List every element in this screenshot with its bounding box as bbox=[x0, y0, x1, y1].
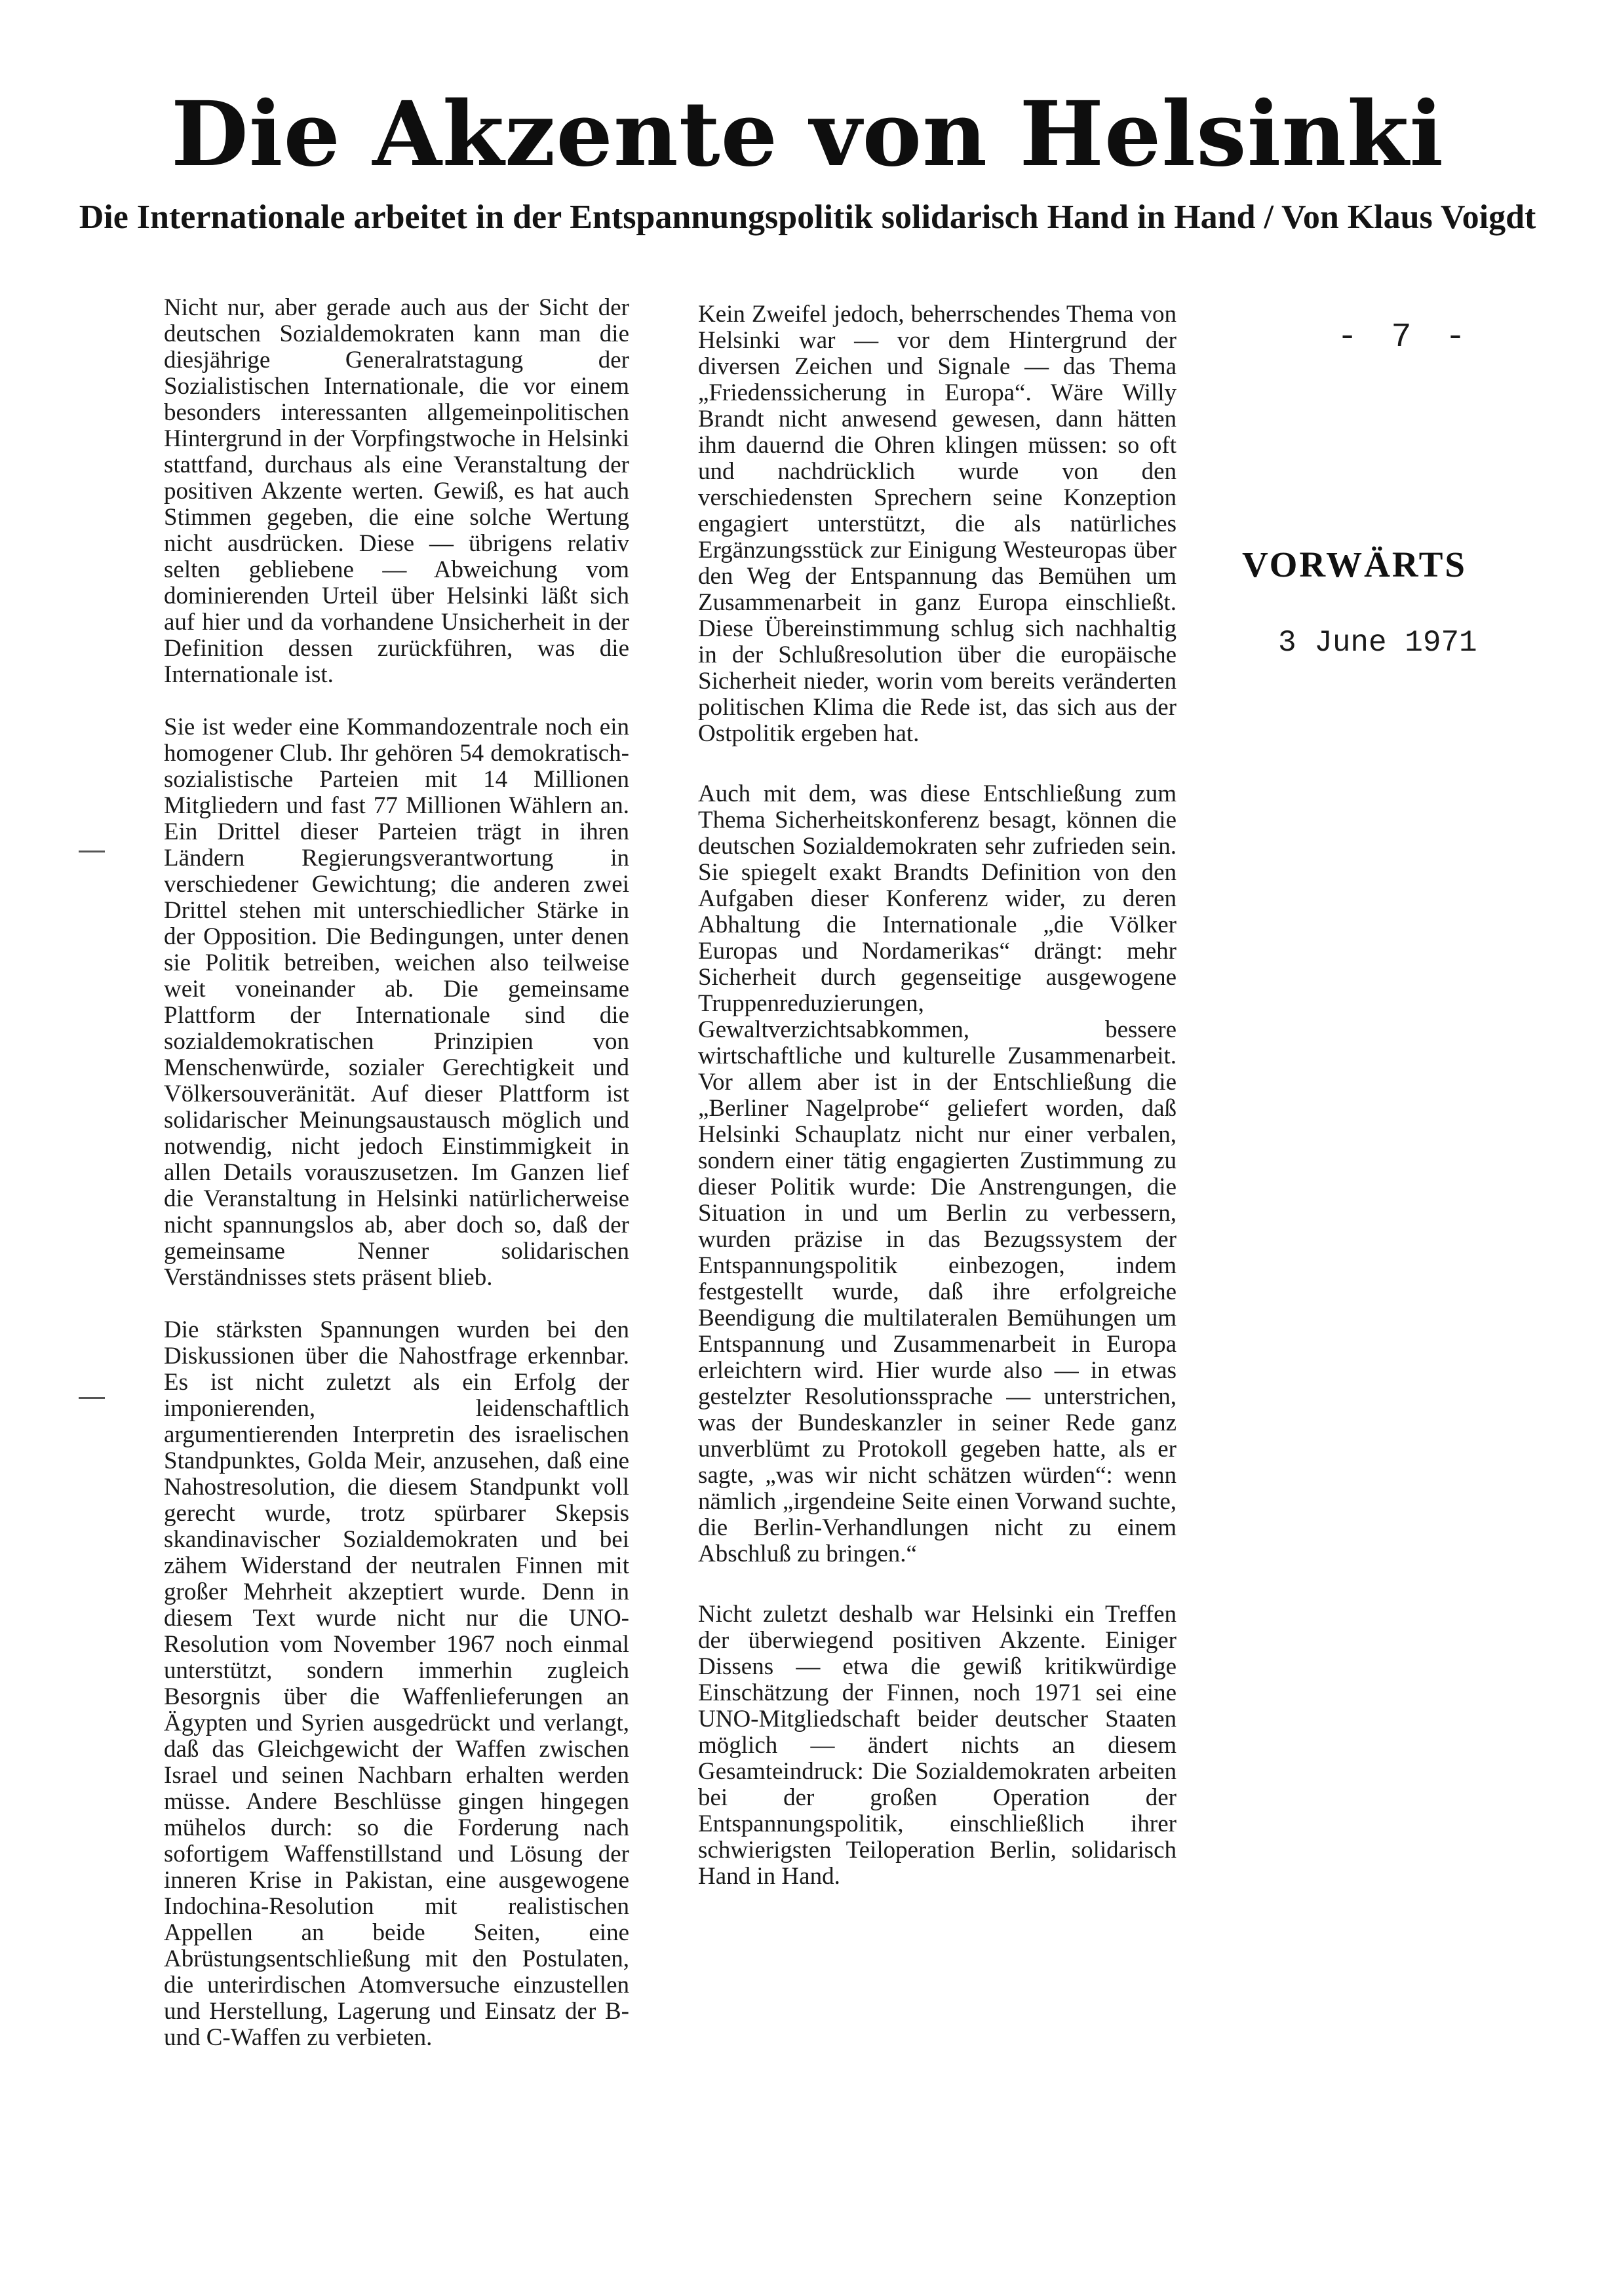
article-column-left bbox=[164, 295, 629, 2077]
article-paragraph: Auch mit dem, was diese Entschließung zum Thema Sicherheitskonferenz besagt, können die deutschen Sozialdemokraten sehr zufrieden sein. Sie spiegelt exakt Brandts Definition von den Aufgaben dieser Konferenz wider, zu deren Abhaltung die Internationale „die Völker Europas und Nordamerikas“ drängt: mehr Sicherheit durch gegenseitige ausgewogene Truppenreduzierungen, Gewaltverzichtsabkommen, bessere wirtschaftliche und kulturelle Zusammenarbeit. Vor allem aber ist in der Entschließung die „Berliner Nagelprobe“ geliefert worden, daß Helsinki Schauplatz nicht nur einer verbalen, sondern einer tätig engagierten Zustimmung zu dieser Politik wurde: Die Anstrengungen, die Situation in und um Berlin zu verbessern, wurden präzise in das Bezugssystem der Entspannungspolitik einbezogen, indem festgestellt wurde, daß ihre erfolgreiche Beendigung die multilateralen Bemühungen um Entspannung und Zusammenarbeit in Europa erleichtern wird. Hier wurde also — in etwas gestelzter Resolutionssprache — unterstrichen, was der Bundeskanzler in seiner Rede ganz unverblümt zu Protokoll gegeben hatte, als er sagte, „was wir nicht schätzen würden“: wenn nämlich „irgendeine Seite einen Vorwand suchte, die Berlin-Verhandlungen nicht zu einem Abschluß zu bringen.“ bbox=[698, 780, 1177, 1567]
article-column-middle bbox=[698, 301, 1177, 1916]
article-paragraph: Sie ist weder eine Kommandozentrale noch ein homogener Club. Ihr gehören 54 demokratisch-sozialistische Parteien mit 14 Millionen Mitgliedern und fast 77 Millionen Wählern an. Ein Drittel dieser Parteien trägt in ihren Ländern Regierungsverantwortung in verschiedener Gewichtung; die anderen zwei Drittel stehen mit unterschiedlicher Stärke in der Opposition. Die Bedingungen, unter denen sie Politik betreiben, weichen also teilweise weit voneinander ab. Die gemeinsame Plattform der Internationale sind die sozialdemokratischen Prinzipien von Menschenwürde, sozialer Gerechtigkeit und Völkersouveränität. Auf dieser Plattform ist solidarischer Meinungsaustausch möglich und notwendig, nicht jedoch Einstimmigkeit in allen Details vorauszusetzen. Im Ganzen lief die Veranstaltung in Helsinki natürlicherweise nicht spannungslos ab, aber doch so, daß der gemeinsame Nenner solidarischen Verständnisses stets präsent blieb. bbox=[164, 714, 629, 1291]
margin-mark bbox=[79, 1397, 105, 1399]
page-number: - 7 - bbox=[1337, 318, 1473, 356]
article-paragraph: Nicht zuletzt deshalb war Helsinki ein Treffen der überwiegend positiven Akzente. Einiger Dissens — etwa die gewiß kritikwürdige Einschätzung der Finnen, noch 1971 sei eine UNO-Mitgliedschaft beider deutscher Staaten möglich — ändert nichts an diesem Gesamteindruck: Die Sozialdemokraten arbeiten bei der großen Operation der Entspannungspolitik, einschließlich ihrer schwierigsten Teiloperation Berlin, solidarisch Hand in Hand. bbox=[698, 1601, 1177, 1890]
source-publication: VORWÄRTS bbox=[1242, 545, 1467, 584]
article-paragraph: Die stärksten Spannungen wurden bei den Diskussionen über die Nahostfrage erkennbar. Es ist nicht zuletzt als ein Erfolg der imponierenden, leidenschaftlich argumentierenden Interpretin des israelischen Standpunktes, Golda Meir, anzusehen, daß eine Nahostresolution, die diesem Standpunkt voll gerecht wurde, trotz spürbarer Skepsis skandinavischer Sozialdemokraten und bei zähem Widerstand der neutralen Finnen mit großer Mehrheit akzeptiert wurde. Denn in diesem Text wurde nicht nur die UNO-Resolution vom November 1967 noch einmal unterstützt, sondern immerhin zugleich Besorgnis über die Waffenlieferungen an Ägypten und Syrien ausgedrückt und verlangt, daß das Gleichgewicht der Waffen zwischen Israel und seinen Nachbarn erhalten werden müsse. Andere Beschlüsse gingen hingegen mühelos durch: so die Forderung nach sofortigem Waffenstillstand und Lösung der inneren Krise in Pakistan, eine ausgewogene Indochina-Resolution mit realistischen Appellen an beide Seiten, eine Abrüstungsentschließung mit den Postulaten, die unterirdischen Atomversuche einzustellen und Herstellung, Lagerung und Einsatz der B- und C-Waffen zu verbieten. bbox=[164, 1316, 629, 2051]
article-paragraph: Nicht nur, aber gerade auch aus der Sicht der deutschen Sozialdemokraten kann man die diesjährige Generalratstagung der Sozialistischen Internationale, die vor einem besonders interessanten allgemeinpolitischen Hintergrund in der Vorpfingstwoche in Helsinki stattfand, durchaus als eine Veranstaltung der positiven Akzente werten. Gewiß, es hat auch Stimmen gegeben, die eine solche Wertung nicht ausdrücken. Diese — übrigens relativ selten gebliebene — Abweichung vom dominierenden Urteil über Helsinki läßt sich auf hier und da vorhandene Unsicherheit in der Definition dessen zurückführen, was die Internationale ist. bbox=[164, 294, 629, 688]
article-paragraph: Kein Zweifel jedoch, beherrschendes Thema von Helsinki war — vor dem Hintergrund der diversen Zeichen und Signale — das Thema „Friedenssicherung in Europa“. Wäre Willy Brandt nicht anwesend gewesen, dann hätten ihm dauernd die Ohren klingen müssen: so oft und nachdrücklich wurde von den verschiedensten Sprechern seine Konzeption engagiert unterstützt, die als natürliches Ergänzungsstück zur Einigung Westeuropas über den Weg der Entspannung das Bemühen um Zusammenarbeit in ganz Europa einschließt. Diese Übereinstimmung schlug sich nachhaltig in der Schlußresolution über die europäische Sicherheit nieder, worin vom bereits veränderten politischen Klima die Rede ist, das sich aus der Ostpolitik ergeben hat. bbox=[698, 301, 1177, 747]
source-date: 3 June 1971 bbox=[1278, 626, 1477, 660]
headline: Die Akzente von Helsinki bbox=[170, 82, 1445, 187]
margin-mark bbox=[79, 851, 105, 852]
subheadline: Die Internationale arbeitet in der Entspannungspolitik solidarisch Hand in Hand / Von Klaus Voigdt bbox=[79, 199, 1536, 236]
